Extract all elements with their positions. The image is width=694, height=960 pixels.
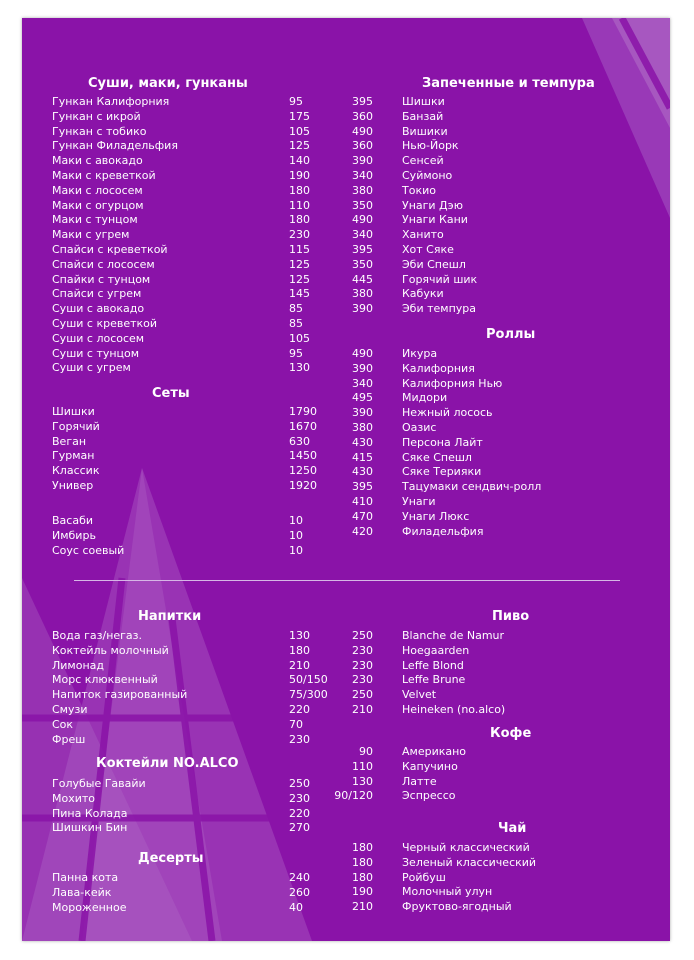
item-name: Velvet [402, 688, 437, 702]
item-name: Спайси с лососем [52, 257, 155, 271]
item-price: 390 [352, 361, 373, 375]
item-name: Банзай [402, 109, 444, 123]
item-name: Мохито [52, 791, 96, 805]
item-name: Шишки [52, 405, 95, 418]
item-price: 210 [289, 658, 310, 672]
item-price: 395 [352, 243, 373, 256]
item-price: 105 [289, 331, 310, 345]
item-price: 350 [352, 198, 373, 212]
menu-item-rolls [22, 362, 670, 377]
item-name: Латте [402, 774, 437, 788]
item-price: 10 [289, 528, 303, 542]
item-price: 430 [352, 435, 373, 449]
menu-item-baked [22, 184, 670, 199]
item-price: 395 [352, 95, 373, 108]
item-name: Hoegaarden [402, 643, 470, 657]
menu-item-rolls [22, 525, 670, 540]
item-name: Оазис [402, 421, 437, 434]
section-title-tea: Чай [498, 821, 527, 836]
item-name: Филадельфия [402, 524, 484, 538]
item-price: 230 [352, 643, 373, 657]
item-price: 490 [352, 213, 373, 227]
item-name: Суши с тунцом [52, 346, 140, 360]
item-name: Горячий шик [402, 272, 478, 286]
item-price: 490 [352, 124, 373, 138]
item-name: Спайси с креветкой [52, 243, 168, 256]
menu-item-rolls [22, 347, 670, 362]
item-name: Калифорния Нью [402, 376, 503, 390]
menu-item-baked [22, 125, 670, 140]
menu-item-rolls [22, 436, 670, 451]
item-name: Эби Спешл [402, 257, 466, 271]
menu-item-tea [22, 841, 670, 856]
menu-item-rolls [22, 451, 670, 466]
menu-item-baked [22, 169, 670, 184]
item-price: 445 [352, 272, 373, 286]
item-name: Пина Колада [52, 806, 128, 820]
menu-item-baked [22, 213, 670, 228]
menu-item-tea [22, 900, 670, 915]
item-name: Токио [402, 183, 436, 197]
item-name: Суймоно [402, 169, 453, 182]
item-name: Хот Сяке [402, 243, 454, 256]
item-name: Зеленый классический [402, 855, 537, 869]
item-price: 420 [352, 524, 373, 538]
item-name: Лава-кейк [52, 885, 112, 899]
item-price: 1250 [289, 464, 317, 478]
item-name: Унаги Кани [402, 213, 468, 227]
item-price: 125 [289, 272, 310, 286]
menu-item-beer [22, 673, 670, 688]
item-price: 95 [289, 95, 303, 108]
item-name: Маки с огурцом [52, 198, 144, 212]
item-name: Маки с лососем [52, 183, 143, 197]
item-price: 85 [289, 317, 303, 330]
item-name: Панна кота [52, 871, 119, 884]
menu-item-extras [22, 544, 670, 559]
item-price: 230 [289, 791, 310, 805]
menu-item-tea [22, 885, 670, 900]
item-price: 130 [289, 361, 310, 375]
item-name: Тацумаки сендвич-ролл [402, 480, 542, 494]
item-name: Leffe Brune [402, 673, 466, 687]
item-price: 250 [289, 777, 310, 790]
item-name: Унаги [402, 495, 436, 508]
item-name: Суши с креветкой [52, 317, 158, 330]
item-price: 75/300 [289, 688, 328, 702]
menu-item-baked [22, 95, 670, 110]
item-name: Имбирь [52, 528, 96, 542]
item-name: Вода газ/негаз. [52, 629, 143, 642]
menu-item-beer [22, 644, 670, 659]
item-price: 380 [352, 421, 373, 434]
menu-item-baked [22, 199, 670, 214]
item-price: 190 [352, 885, 373, 899]
item-name: Сяке Терияки [402, 465, 482, 479]
menu-item-coffee [22, 789, 670, 804]
item-price: 85 [289, 302, 303, 316]
item-name: Молочный улун [402, 885, 493, 899]
item-name: Шишкин Бин [52, 821, 128, 835]
item-name: Напиток газированный [52, 688, 188, 702]
item-name: Эби темпура [402, 302, 477, 316]
item-price: 40 [289, 900, 303, 914]
item-price: 270 [289, 821, 310, 835]
item-name: Икура [402, 347, 438, 360]
menu-item-baked [22, 154, 670, 169]
item-price: 340 [352, 376, 373, 390]
item-price: 10 [289, 543, 303, 557]
item-name: Гурман [52, 449, 95, 463]
item-price: 380 [352, 183, 373, 197]
item-name: Нежный лосось [402, 406, 493, 420]
item-name: Кабуки [402, 287, 444, 301]
item-name: Маки с авокадо [52, 154, 143, 168]
item-price: 110 [352, 759, 373, 773]
item-name: Blanche de Namur [402, 629, 505, 642]
item-price: 125 [289, 257, 310, 271]
item-price: 95 [289, 346, 303, 360]
item-price: 430 [352, 465, 373, 479]
item-price: 130 [352, 774, 373, 788]
item-price: 380 [352, 287, 373, 301]
section-divider [74, 580, 620, 581]
menu-item-beer [22, 703, 670, 718]
item-price: 395 [352, 480, 373, 494]
item-name: Морс клюквенный [52, 673, 158, 687]
item-name: Эспрессо [402, 789, 456, 803]
section-title-desserts: Десерты [138, 851, 204, 866]
item-name: Спайки с тунцом [52, 272, 151, 286]
menu-item-cocktails [22, 807, 670, 822]
item-price: 180 [352, 841, 373, 854]
item-price: 240 [289, 871, 310, 884]
menu-item-coffee [22, 760, 670, 775]
item-price: 1920 [289, 479, 317, 492]
item-name: Фруктово-ягодный [402, 900, 512, 914]
item-name: Heineken (no.alco) [402, 703, 506, 716]
item-name: Гункан с икрой [52, 109, 141, 123]
item-price: 340 [352, 228, 373, 242]
item-name: Американо [402, 745, 467, 758]
item-name: Маки с угрем [52, 228, 130, 242]
menu-item-baked [22, 110, 670, 125]
item-price: 125 [289, 139, 310, 153]
menu-item-baked [22, 273, 670, 288]
section-title-beer: Пиво [492, 609, 530, 624]
item-price: 180 [352, 855, 373, 869]
item-price: 190 [289, 169, 310, 182]
menu-item-baked [22, 243, 670, 258]
item-price: 1450 [289, 449, 317, 463]
menu-item-cocktails [22, 821, 670, 836]
item-price: 390 [352, 302, 373, 316]
item-name: Мороженное [52, 900, 127, 914]
section-title-sushi: Суши, маки, гунканы [88, 76, 248, 91]
item-name: Нью-Йорк [402, 139, 459, 153]
item-price: 1670 [289, 419, 317, 433]
item-price: 250 [352, 629, 373, 642]
item-price: 230 [352, 658, 373, 672]
item-price: 180 [289, 213, 310, 227]
section-title-sets: Сеты [152, 386, 190, 401]
item-name: Leffe Blond [402, 658, 464, 672]
item-name: Фреш [52, 732, 86, 746]
item-name: Универ [52, 479, 94, 492]
menu-item-rolls [22, 495, 670, 510]
item-price: 90/120 [334, 789, 373, 803]
item-name: Шишки [402, 95, 445, 108]
item-name: Суши с угрем [52, 361, 131, 375]
menu-item-sushi [22, 317, 670, 332]
item-price: 105 [289, 124, 310, 138]
item-price: 145 [289, 287, 310, 301]
item-price: 180 [352, 870, 373, 884]
item-price: 350 [352, 257, 373, 271]
menu-item-rolls [22, 480, 670, 495]
item-name: Васаби [52, 514, 94, 527]
item-price: 210 [352, 900, 373, 914]
section-title-coffee: Кофе [490, 726, 532, 741]
item-price: 110 [289, 198, 310, 212]
menu-item-rolls [22, 391, 670, 406]
item-price: 250 [352, 688, 373, 702]
item-price: 180 [289, 183, 310, 197]
item-name: Гункан Калифорния [52, 95, 170, 108]
section-title-baked: Запеченные и темпура [422, 76, 595, 91]
item-name: Классик [52, 464, 100, 478]
item-price: 220 [289, 703, 310, 716]
menu-item-sushi [22, 332, 670, 347]
item-price: 230 [289, 228, 310, 242]
item-price: 220 [289, 806, 310, 820]
menu-item-rolls [22, 421, 670, 436]
menu-item-rolls [22, 510, 670, 525]
item-price: 10 [289, 514, 303, 527]
menu-page [22, 18, 670, 941]
item-price: 495 [352, 391, 373, 405]
menu-item-beer [22, 688, 670, 703]
item-price: 490 [352, 347, 373, 360]
item-price: 130 [289, 629, 310, 642]
item-name: Сенсей [402, 154, 444, 168]
item-price: 360 [352, 139, 373, 153]
item-price: 410 [352, 495, 373, 508]
item-price: 470 [352, 509, 373, 523]
item-name: Унаги Дэю [402, 198, 463, 212]
item-name: Унаги Люкс [402, 509, 470, 523]
item-price: 340 [352, 169, 373, 182]
item-name: Лимонад [52, 658, 104, 672]
item-price: 1790 [289, 405, 317, 418]
item-price: 140 [289, 154, 310, 168]
item-name: Смузи [52, 703, 88, 716]
item-price: 630 [289, 434, 310, 448]
item-price: 390 [352, 406, 373, 420]
item-price: 390 [352, 154, 373, 168]
menu-item-rolls [22, 465, 670, 480]
item-name: Гункан с тобико [52, 124, 147, 138]
item-name: Черный классический [402, 841, 530, 854]
menu-item-rolls [22, 377, 670, 392]
item-name: Спайси с угрем [52, 287, 142, 301]
item-price: 115 [289, 243, 310, 256]
item-name: Сяке Спешл [402, 450, 472, 464]
item-name: Суши с лососем [52, 331, 145, 345]
item-name: Ханито [402, 228, 444, 242]
item-name: Гункан Филадельфия [52, 139, 178, 153]
item-price: 415 [352, 450, 373, 464]
item-name: Ройбуш [402, 870, 446, 884]
section-title-drinks: Напитки [138, 609, 202, 624]
item-name: Горячий [52, 419, 100, 433]
menu-item-drinks [22, 718, 670, 733]
menu-item-baked [22, 228, 670, 243]
item-price: 90 [359, 745, 373, 758]
item-price: 175 [289, 109, 310, 123]
menu-item-tea [22, 871, 670, 886]
item-name: Соус соевый [52, 543, 125, 557]
menu-item-rolls [22, 406, 670, 421]
menu-item-coffee [22, 745, 670, 760]
item-name: Коктейль молочный [52, 643, 169, 657]
item-name: Маки с креветкой [52, 169, 156, 182]
menu-item-baked [22, 139, 670, 154]
item-name: Калифорния [402, 361, 475, 375]
menu-item-baked [22, 287, 670, 302]
item-price: 210 [352, 703, 373, 716]
section-title-cocktails: Коктейли NO.ALCO [96, 756, 239, 771]
menu-item-beer [22, 629, 670, 644]
item-price: 70 [289, 717, 303, 731]
item-name: Веган [52, 434, 87, 448]
item-price: 180 [289, 643, 310, 657]
menu-item-coffee [22, 775, 670, 790]
menu-item-baked [22, 302, 670, 317]
item-price: 230 [352, 673, 373, 687]
item-price: 230 [289, 732, 310, 746]
item-name: Вишики [402, 124, 448, 138]
menu-item-tea [22, 856, 670, 871]
item-price: 260 [289, 885, 310, 899]
menu-item-baked [22, 258, 670, 273]
item-name: Мидори [402, 391, 448, 405]
item-name: Сок [52, 717, 74, 731]
item-name: Суши с авокадо [52, 302, 145, 316]
item-name: Маки с тунцом [52, 213, 138, 227]
menu-item-beer [22, 659, 670, 674]
item-name: Голубые Гавайи [52, 777, 146, 790]
item-price: 360 [352, 109, 373, 123]
item-name: Капучино [402, 759, 458, 773]
item-name: Персона Лайт [402, 435, 483, 449]
item-price: 50/150 [289, 673, 328, 687]
section-title-rolls: Роллы [486, 327, 536, 342]
